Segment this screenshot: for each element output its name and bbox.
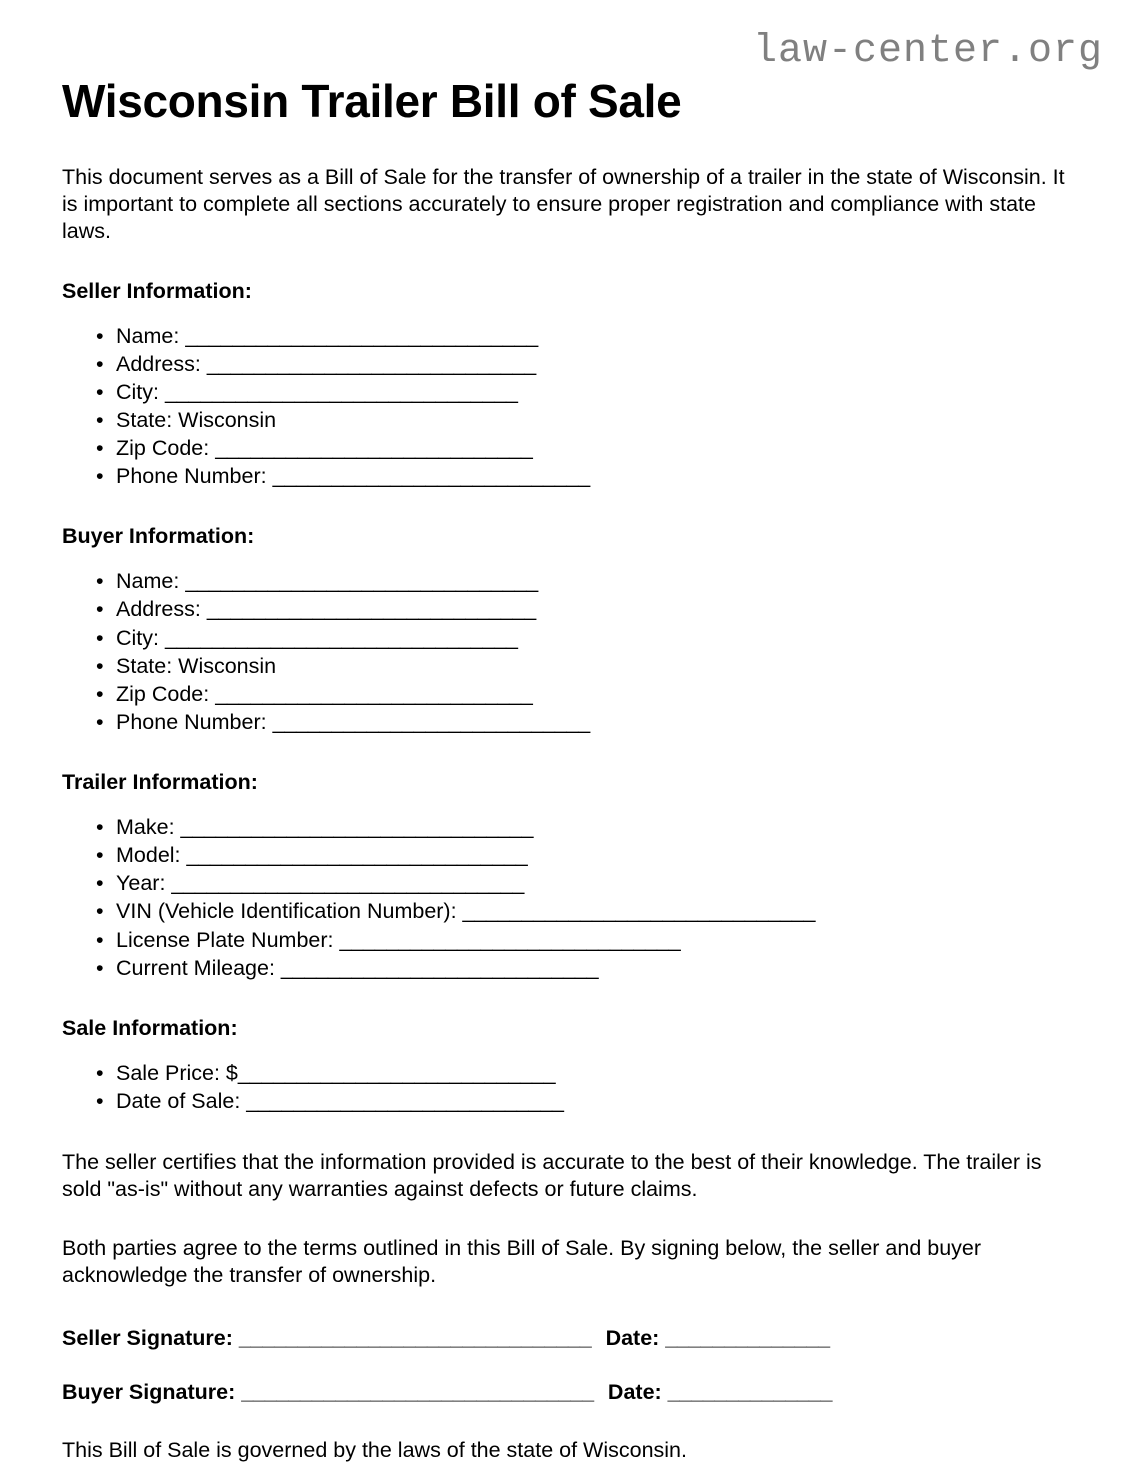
list-item: [62, 406, 1071, 434]
field-blank[interactable]: ____________________________: [206, 597, 537, 622]
list-item: [62, 595, 1071, 623]
field-label: Zip Code:: [116, 436, 216, 461]
field-blank[interactable]: _____________________________: [339, 927, 681, 952]
list-item: [62, 624, 1071, 652]
list-item: [62, 350, 1071, 378]
list-item: [62, 1087, 1071, 1115]
seller-information-heading: Seller Information:: [62, 278, 252, 303]
field-label: State: Wisconsin: [116, 653, 277, 678]
field-label: City:: [116, 379, 165, 404]
field-label: License Plate Number:: [116, 927, 340, 952]
field-blank[interactable]: ______________________________: [185, 569, 539, 594]
list-item: [62, 462, 1071, 490]
list-item: [62, 841, 1071, 869]
site-watermark: law-center.org: [752, 29, 1103, 74]
list-item: [62, 322, 1071, 350]
field-label: Current Mileage:: [116, 955, 281, 980]
field-blank[interactable]: ______________________________: [164, 379, 518, 404]
field-blank[interactable]: ______________________________: [462, 899, 816, 924]
seller-date-label: Date:: [605, 1326, 666, 1351]
list-item: [62, 434, 1071, 462]
governing-law-paragraph: This Bill of Sale is governed by the laws of the state of Wisconsin.: [62, 1438, 687, 1463]
list-item: [62, 869, 1071, 897]
buyer-signature-row: [62, 1353, 1071, 1407]
buyer-signature-blank[interactable]: ______________________________: [241, 1380, 594, 1405]
field-label: Address:: [116, 351, 207, 376]
field-blank[interactable]: ___________________________: [272, 710, 591, 735]
field-label: Name:: [116, 569, 186, 594]
field-blank[interactable]: ___________________________: [246, 1088, 564, 1113]
list-item: [62, 813, 1071, 841]
buyer-fields-list: [62, 550, 1071, 736]
seller-signature-label: Seller Signature:: [62, 1326, 239, 1351]
field-label: VIN (Vehicle Identification Number):: [116, 899, 463, 924]
list-item: [62, 652, 1071, 680]
page-title: Wisconsin Trailer Bill of Sale: [62, 75, 682, 127]
agreement-paragraph: Both parties agree to the terms outlined in this Bill of Sale. By signing below, the seller and buyer acknowledge the transfer of ownership.: [62, 1236, 982, 1288]
field-blank[interactable]: ___________________________: [272, 464, 591, 489]
trailer-information-heading: Trailer Information:: [62, 770, 258, 795]
field-blank[interactable]: ______________________________: [180, 815, 534, 840]
field-blank[interactable]: ______________________________: [164, 625, 518, 650]
trailer-fields-list: [62, 796, 1071, 982]
field-label: Phone Number:: [116, 710, 273, 735]
field-label: Year:: [116, 871, 172, 896]
seller-signature-blank[interactable]: ______________________________: [238, 1326, 592, 1351]
list-item: [62, 926, 1071, 954]
buyer-date-blank[interactable]: ______________: [667, 1380, 833, 1405]
field-label: Name:: [116, 323, 186, 348]
list-item: [62, 1059, 1071, 1087]
list-item: [62, 708, 1071, 736]
list-item: [62, 378, 1071, 406]
field-blank[interactable]: ___________________________: [237, 1060, 556, 1085]
field-label: Sale Price: $: [116, 1060, 238, 1085]
field-label: Zip Code:: [116, 681, 216, 706]
sale-fields-list: [62, 1042, 1071, 1115]
seller-date-blank[interactable]: ______________: [665, 1326, 830, 1351]
field-blank[interactable]: ___________________________: [215, 681, 533, 706]
seller-fields-list: [62, 305, 1071, 491]
field-blank[interactable]: _____________________________: [186, 843, 528, 868]
field-label: Model:: [116, 843, 187, 868]
buyer-information-heading: Buyer Information:: [62, 524, 255, 549]
seller-signature-row: [62, 1289, 1071, 1353]
field-label: State: Wisconsin: [116, 408, 277, 433]
buyer-signature-label: Buyer Signature:: [62, 1380, 242, 1405]
field-blank[interactable]: ______________________________: [171, 871, 525, 896]
buyer-date-label: Date:: [607, 1380, 668, 1405]
list-item: [62, 954, 1071, 982]
list-item: [62, 897, 1071, 925]
field-blank[interactable]: ____________________________: [206, 351, 537, 376]
field-label: Phone Number:: [116, 464, 273, 489]
field-label: Make:: [116, 815, 181, 840]
field-blank[interactable]: ______________________________: [185, 323, 539, 348]
intro-paragraph: This document serves as a Bill of Sale for the transfer of ownership of a trailer in the state of Wisconsin. It is important to complete all sections accurately to ensure proper registration and compliance with state laws.: [62, 164, 1065, 243]
list-item: [62, 680, 1071, 708]
field-label: Address:: [116, 597, 207, 622]
list-item: [62, 567, 1071, 595]
field-label: Date of Sale:: [116, 1088, 247, 1113]
field-blank[interactable]: ___________________________: [280, 955, 599, 980]
certification-paragraph: The seller certifies that the information provided is accurate to the best of their knowledge. The trailer is sold "as-is" without any warranties against defects or future claims.: [62, 1150, 1042, 1202]
field-blank[interactable]: ___________________________: [215, 436, 533, 461]
field-label: City:: [116, 625, 165, 650]
sale-information-heading: Sale Information:: [62, 1015, 238, 1040]
